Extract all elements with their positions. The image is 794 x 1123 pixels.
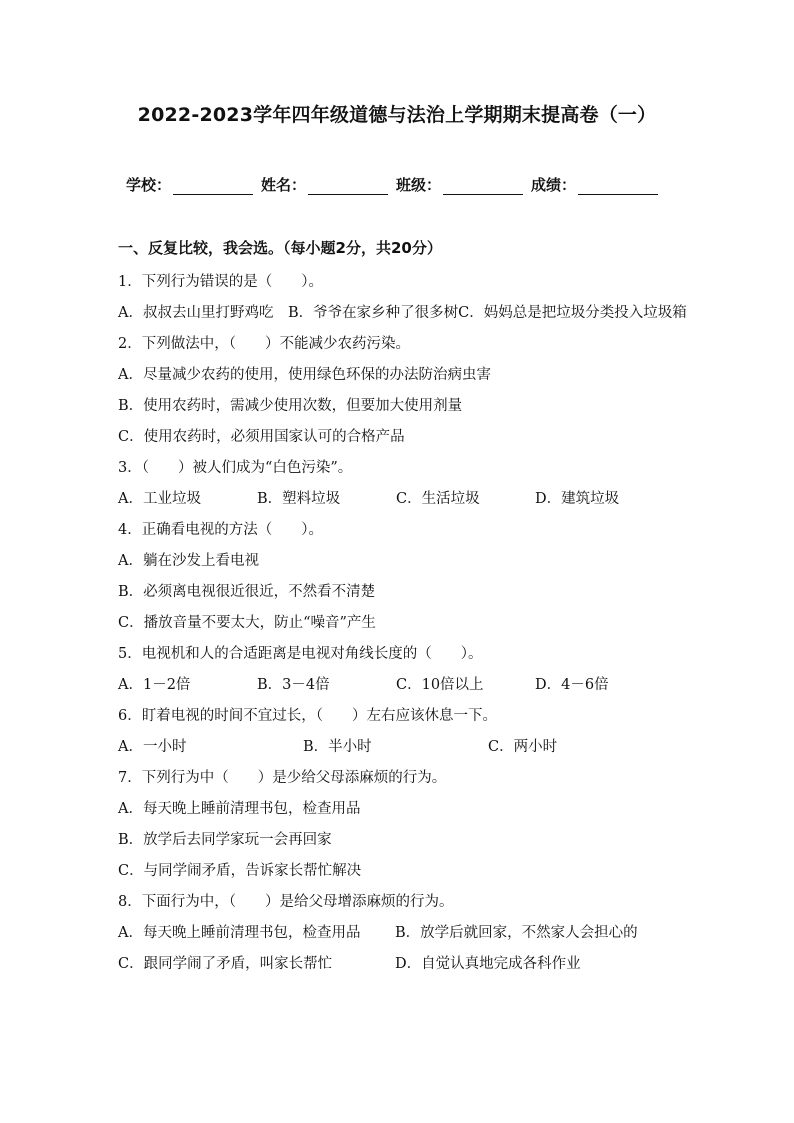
school-blank[interactable] [173, 176, 253, 195]
school-label: 学校： [126, 176, 172, 194]
question-6-options [118, 732, 688, 763]
question-4-option-a: A．躺在沙发上看电视 [118, 553, 259, 569]
student-info-row [126, 174, 666, 195]
question-4-option-b: B．必须离电视很近很近，不然看不清楚 [118, 584, 376, 600]
question-1-options: A．叔叔去山里打野鸡吃 B．爷爷在家乡种了很多树C．妈妈总是把垃圾分类投入垃圾箱 [118, 305, 687, 321]
question-8-options-row-1 [118, 918, 688, 949]
question-6-option-b: B．半小时 [303, 739, 372, 755]
score-label: 成绩： [531, 176, 577, 194]
question-4-stem: 4．正确看电视的方法（ ）。 [118, 522, 323, 538]
question-6-option-a: A．一小时 [118, 739, 187, 755]
question-8-option-b: B．放学后就回家，不然家人会担心的 [395, 925, 638, 941]
question-7-stem: 7．下列行为中（ ）是少给父母添麻烦的行为。 [118, 770, 447, 786]
question-3-option-d: D．建筑垃圾 [535, 491, 620, 507]
question-7-option-c: C．与同学闹矛盾，告诉家长帮忙解决 [118, 863, 362, 879]
question-3-option-b: B．塑料垃圾 [257, 491, 341, 507]
class-label: 班级： [396, 176, 442, 194]
question-2-stem: 2．下列做法中，（ ）不能减少农药污染。 [118, 336, 410, 352]
question-5-option-a: A．1－2倍 [118, 677, 191, 693]
question-2-option-b: B．使用农药时，需减少使用次数，但要加大使用剂量 [118, 398, 463, 414]
name-label: 姓名： [261, 176, 307, 194]
exam-content [118, 236, 688, 980]
question-2-option-c: C．使用农药时，必须用国家认可的合格产品 [118, 429, 405, 445]
question-5-options [118, 670, 688, 701]
question-1-stem: 1．下列行为错误的是（ ）。 [118, 274, 323, 290]
score-field [531, 174, 658, 195]
question-4-option-c: C．播放音量不要太大，防止“噪音”产生 [118, 615, 376, 631]
score-blank[interactable] [578, 176, 658, 195]
class-blank[interactable] [443, 176, 523, 195]
name-field [261, 174, 388, 195]
name-blank[interactable] [308, 176, 388, 195]
question-6-stem: 6．盯着电视的时间不宜过长，（ ）左右应该休息一下。 [118, 708, 497, 724]
question-3-stem: 3．（ ）被人们成为“白色污染”。 [118, 460, 353, 476]
question-5-option-d: D．4－6倍 [535, 677, 609, 693]
section-title: 一、反复比较，我会选。（每小题2分，共20分） [118, 239, 442, 257]
question-5-option-c: C．10倍以上 [396, 677, 484, 693]
question-8-option-a: A．每天晚上睡前清理书包，检查用品 [118, 925, 361, 941]
exam-title: 2022-2023学年四年级道德与法治上学期期末提高卷（一） [137, 104, 657, 126]
question-6-option-c: C．两小时 [488, 739, 558, 755]
question-3-options [118, 484, 688, 515]
question-5-stem: 5．电视机和人的合适距离是电视对角线长度的（ ）。 [118, 646, 483, 662]
question-8-stem: 8．下面行为中，（ ）是给父母增添麻烦的行为。 [118, 894, 454, 910]
question-8-option-c: C．跟同学闹了矛盾，叫家长帮忙 [118, 956, 333, 972]
question-3-option-a: A．工业垃圾 [118, 491, 201, 507]
question-8-option-d: D．自觉认真地完成各科作业 [395, 956, 581, 972]
class-field [396, 174, 523, 195]
question-2-option-a: A．尽量减少农药的使用，使用绿色环保的办法防治病虫害 [118, 367, 491, 383]
question-5-option-b: B．3－4倍 [257, 677, 330, 693]
school-field [126, 174, 253, 195]
question-7-option-a: A．每天晚上睡前清理书包，检查用品 [118, 801, 361, 817]
question-8-options-row-2 [118, 949, 688, 980]
question-3-option-c: C．生活垃圾 [396, 491, 480, 507]
question-7-option-b: B．放学后去同学家玩一会再回家 [118, 832, 332, 848]
